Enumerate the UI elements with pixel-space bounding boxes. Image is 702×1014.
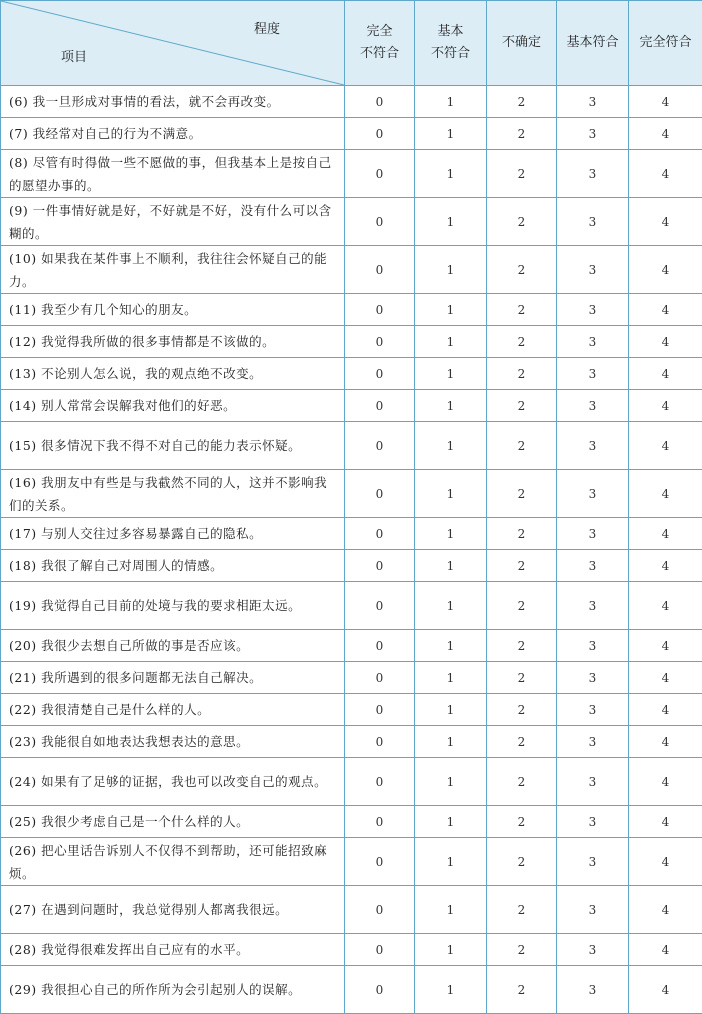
score-cell: 2 (487, 422, 557, 470)
score-cell: 4 (629, 150, 702, 198)
score-cell: 2 (487, 806, 557, 838)
col-header-mostly-disagree: 基本 不符合 (415, 1, 487, 86)
score-cell: 3 (557, 294, 629, 326)
score-cell: 1 (415, 118, 487, 150)
score-cell: 0 (345, 758, 415, 806)
score-cell: 1 (415, 966, 487, 1014)
question-text: (21) 我所遇到的很多问题都无法自己解决。 (1, 662, 345, 694)
score-cell: 4 (629, 198, 702, 246)
score-cell: 1 (415, 662, 487, 694)
score-cell: 2 (487, 150, 557, 198)
score-cell: 3 (557, 118, 629, 150)
question-text: (8) 尽管有时得做一些不愿做的事，但我基本上是按自己的愿望办事的。 (1, 150, 345, 198)
question-text: (26) 把心里话告诉别人不仅得不到帮助，还可能招致麻烦。 (1, 838, 345, 886)
score-cell: 3 (557, 198, 629, 246)
score-cell: 3 (557, 86, 629, 118)
diagonal-header-cell (1, 1, 345, 86)
question-text: (27) 在遇到问题时，我总觉得别人都离我很远。 (1, 886, 345, 934)
score-cell: 0 (345, 86, 415, 118)
score-cell: 1 (415, 150, 487, 198)
score-cell: 2 (487, 550, 557, 582)
score-cell: 4 (629, 358, 702, 390)
table-row (1, 694, 702, 726)
question-text: (15) 很多情况下我不得不对自己的能力表示怀疑。 (1, 422, 345, 470)
score-cell: 1 (415, 582, 487, 630)
score-cell: 3 (557, 326, 629, 358)
col-header-fully-agree: 完全符合 (629, 1, 702, 86)
score-cell: 1 (415, 630, 487, 662)
score-cell: 0 (345, 966, 415, 1014)
score-cell: 4 (629, 518, 702, 550)
score-cell: 3 (557, 150, 629, 198)
diagonal-line (1, 1, 344, 85)
question-text: (10) 如果我在某件事上不顺利，我往往会怀疑自己的能力。 (1, 246, 345, 294)
score-cell: 1 (415, 694, 487, 726)
table-row (1, 886, 702, 934)
score-cell: 1 (415, 326, 487, 358)
score-cell: 2 (487, 390, 557, 422)
question-text: (22) 我很清楚自己是什么样的人。 (1, 694, 345, 726)
score-cell: 3 (557, 390, 629, 422)
score-cell: 0 (345, 662, 415, 694)
score-cell: 0 (345, 118, 415, 150)
score-cell: 4 (629, 390, 702, 422)
score-cell: 4 (629, 326, 702, 358)
score-cell: 1 (415, 518, 487, 550)
score-cell: 0 (345, 582, 415, 630)
score-cell: 3 (557, 630, 629, 662)
score-cell: 1 (415, 86, 487, 118)
score-cell: 1 (415, 806, 487, 838)
table-row (1, 422, 702, 470)
table-row (1, 118, 702, 150)
score-cell: 0 (345, 518, 415, 550)
score-cell: 3 (557, 758, 629, 806)
score-cell: 2 (487, 518, 557, 550)
score-cell: 3 (557, 358, 629, 390)
table-row (1, 246, 702, 294)
score-cell: 4 (629, 966, 702, 1014)
score-cell: 1 (415, 422, 487, 470)
score-cell: 3 (557, 694, 629, 726)
score-cell: 0 (345, 886, 415, 934)
question-text: (16) 我朋友中有些是与我截然不同的人，这并不影响我们的关系。 (1, 470, 345, 518)
score-cell: 1 (415, 934, 487, 966)
score-cell: 1 (415, 294, 487, 326)
score-cell: 0 (345, 470, 415, 518)
score-cell: 1 (415, 726, 487, 758)
score-cell: 3 (557, 582, 629, 630)
question-text: (23) 我能很自如地表达我想表达的意思。 (1, 726, 345, 758)
score-cell: 0 (345, 358, 415, 390)
degree-label: 程度 (254, 19, 280, 41)
col-header-fully-disagree: 完全 不符合 (345, 1, 415, 86)
table-row (1, 838, 702, 886)
score-cell: 2 (487, 662, 557, 694)
score-cell: 4 (629, 118, 702, 150)
score-cell: 3 (557, 518, 629, 550)
score-cell: 1 (415, 758, 487, 806)
table-row (1, 550, 702, 582)
score-cell: 0 (345, 326, 415, 358)
score-cell: 3 (557, 550, 629, 582)
table-row (1, 582, 702, 630)
score-cell: 4 (629, 246, 702, 294)
question-text: (25) 我很少考虑自己是一个什么样的人。 (1, 806, 345, 838)
score-cell: 1 (415, 390, 487, 422)
score-cell: 3 (557, 422, 629, 470)
score-cell: 2 (487, 86, 557, 118)
table-row (1, 934, 702, 966)
score-cell: 4 (629, 550, 702, 582)
score-cell: 2 (487, 966, 557, 1014)
question-text: (17) 与别人交往过多容易暴露自己的隐私。 (1, 518, 345, 550)
score-cell: 2 (487, 630, 557, 662)
score-cell: 2 (487, 838, 557, 886)
item-label: 项目 (61, 47, 87, 69)
score-cell: 0 (345, 550, 415, 582)
score-cell: 2 (487, 582, 557, 630)
score-cell: 4 (629, 86, 702, 118)
table-row (1, 390, 702, 422)
score-cell: 0 (345, 694, 415, 726)
score-cell: 4 (629, 838, 702, 886)
score-cell: 3 (557, 470, 629, 518)
question-text: (7) 我经常对自己的行为不满意。 (1, 118, 345, 150)
table-row (1, 662, 702, 694)
score-cell: 4 (629, 694, 702, 726)
score-cell: 2 (487, 246, 557, 294)
table-row (1, 630, 702, 662)
header-row (1, 1, 702, 86)
question-text: (20) 我很少去想自己所做的事是否应该。 (1, 630, 345, 662)
score-cell: 0 (345, 246, 415, 294)
score-cell: 4 (629, 726, 702, 758)
score-cell: 1 (415, 886, 487, 934)
score-cell: 1 (415, 358, 487, 390)
question-text: (18) 我很了解自己对周围人的情感。 (1, 550, 345, 582)
table-row (1, 358, 702, 390)
question-text: (11) 我至少有几个知心的朋友。 (1, 294, 345, 326)
score-cell: 0 (345, 630, 415, 662)
score-cell: 1 (415, 198, 487, 246)
score-cell: 1 (415, 550, 487, 582)
table-row (1, 86, 702, 118)
score-cell: 4 (629, 662, 702, 694)
score-cell: 3 (557, 662, 629, 694)
question-text: (19) 我觉得自己目前的处境与我的要求相距太远。 (1, 582, 345, 630)
table-row (1, 518, 702, 550)
score-cell: 0 (345, 294, 415, 326)
score-cell: 0 (345, 422, 415, 470)
score-cell: 1 (415, 470, 487, 518)
score-cell: 0 (345, 934, 415, 966)
score-cell: 2 (487, 886, 557, 934)
score-cell: 3 (557, 246, 629, 294)
score-cell: 0 (345, 806, 415, 838)
question-text: (29) 我很担心自己的所作所为会引起别人的误解。 (1, 966, 345, 1014)
score-cell: 0 (345, 150, 415, 198)
score-cell: 4 (629, 758, 702, 806)
score-cell: 2 (487, 358, 557, 390)
score-cell: 3 (557, 966, 629, 1014)
score-cell: 3 (557, 806, 629, 838)
score-cell: 2 (487, 758, 557, 806)
score-cell: 4 (629, 934, 702, 966)
score-cell: 4 (629, 886, 702, 934)
score-cell: 2 (487, 934, 557, 966)
table-row (1, 726, 702, 758)
col-header-unsure: 不确定 (487, 1, 557, 86)
score-cell: 4 (629, 806, 702, 838)
score-cell: 0 (345, 838, 415, 886)
score-cell: 2 (487, 470, 557, 518)
question-text: (12) 我觉得我所做的很多事情都是不该做的。 (1, 326, 345, 358)
table-row (1, 294, 702, 326)
score-cell: 2 (487, 726, 557, 758)
score-cell: 3 (557, 886, 629, 934)
question-text: (24) 如果有了足够的证据，我也可以改变自己的观点。 (1, 758, 345, 806)
score-cell: 0 (345, 726, 415, 758)
col-header-mostly-agree: 基本符合 (557, 1, 629, 86)
score-cell: 2 (487, 294, 557, 326)
score-cell: 2 (487, 118, 557, 150)
score-cell: 4 (629, 582, 702, 630)
score-cell: 4 (629, 470, 702, 518)
score-cell: 3 (557, 726, 629, 758)
score-cell: 4 (629, 294, 702, 326)
question-text: (6) 我一旦形成对事情的看法，就不会再改变。 (1, 86, 345, 118)
score-cell: 3 (557, 934, 629, 966)
table-row (1, 966, 702, 1014)
table-row (1, 198, 702, 246)
question-text: (28) 我觉得很难发挥出自己应有的水平。 (1, 934, 345, 966)
score-cell: 4 (629, 422, 702, 470)
table-row (1, 150, 702, 198)
score-cell: 2 (487, 326, 557, 358)
score-cell: 0 (345, 198, 415, 246)
score-cell: 1 (415, 838, 487, 886)
score-cell: 2 (487, 198, 557, 246)
table-row (1, 806, 702, 838)
score-cell: 3 (557, 838, 629, 886)
question-text: (14) 别人常常会误解我对他们的好恶。 (1, 390, 345, 422)
table-row (1, 326, 702, 358)
question-text: (9) 一件事情好就是好，不好就是不好，没有什么可以含糊的。 (1, 198, 345, 246)
table-row (1, 470, 702, 518)
score-cell: 1 (415, 246, 487, 294)
score-cell: 0 (345, 390, 415, 422)
table-row (1, 758, 702, 806)
score-cell: 4 (629, 630, 702, 662)
score-cell: 2 (487, 694, 557, 726)
question-text: (13) 不论别人怎么说，我的观点绝不改变。 (1, 358, 345, 390)
